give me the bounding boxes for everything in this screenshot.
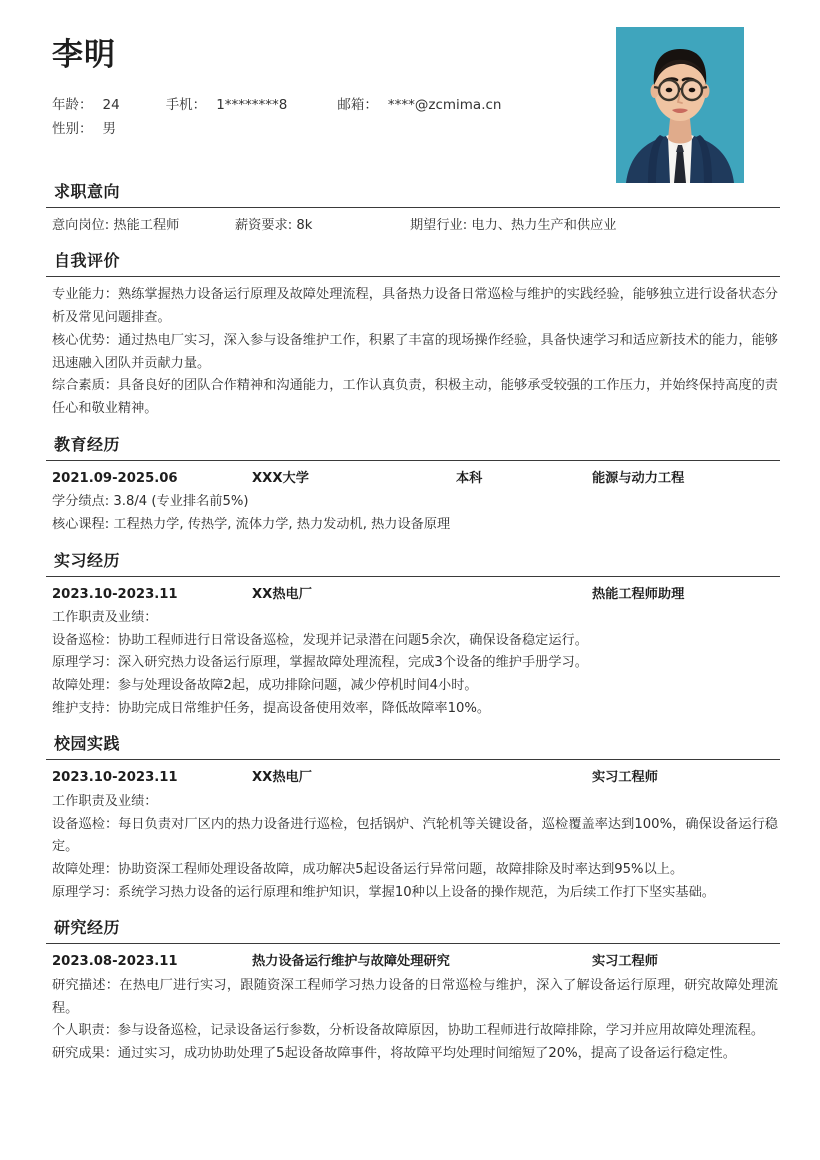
intended-position-value: 热能工程师 [113, 218, 180, 233]
section-campus-practice [40, 734, 780, 904]
education-school: XXX大学 [252, 470, 309, 486]
section-head [40, 182, 780, 202]
campus-practice-details [52, 791, 778, 905]
campus-practice-detail-line: 故障处理：协助资深工程师处理设备故障，成功解决5起设备运行异常问题，故障排除及时率达到95%以上。 [52, 862, 684, 877]
internship-details [52, 607, 778, 721]
salary-expectation [235, 215, 410, 237]
section-head [40, 918, 780, 938]
internship-detail-line: 故障处理：参与处理设备故障2起，成功排除问题，减少停机时间4小时。 [52, 678, 478, 694]
section-body [40, 944, 780, 1065]
section-education [40, 435, 780, 537]
section-self-evaluation [40, 251, 780, 420]
campus-practice-entry-header [52, 767, 778, 789]
self-evaluation-paragraph: 综合素质：具备良好的团队合作精神和沟通能力，工作认真负责，积极主动，能够承受较强的工作压力，并始终保持高度的责任心和敬业精神。 [52, 378, 778, 416]
page-title: 李明 [52, 37, 116, 73]
salary-expectation-value: 8k [296, 218, 313, 233]
portrait-photo-icon [616, 27, 744, 183]
self-evaluation-paragraph: 专业能力：熟练掌握热力设备运行原理及故障处理流程，具备热力设备日常巡检与维护的实践经验，能够独立进行设备状态分析及常见问题排查。 [52, 287, 778, 326]
section-body [40, 577, 780, 721]
intended-position-label: 意向岗位: [52, 218, 110, 233]
contact-email-label: 邮箱： [337, 97, 378, 114]
section-head [40, 251, 780, 271]
research-project: 热力设备运行维护与故障处理研究 [252, 954, 450, 970]
section-title-job-intention: 求职意向 [54, 182, 121, 201]
section-title-research: 研究经历 [54, 918, 121, 938]
internship-detail-line: 设备巡检：协助工程师进行日常设备巡检，发现并记录潜在问题5余次，确保设备稳定运行。 [52, 632, 588, 648]
education-major: 能源与动力工程 [592, 470, 685, 486]
contact-gender-label: 性别： [52, 121, 93, 138]
campus-practice-role: 实习工程师 [592, 770, 658, 786]
education-date: 2021.09-2025.06 [52, 470, 178, 486]
section-internship [40, 551, 780, 721]
research-detail-line: 研究成果：通过实习，成功协助处理了5起设备故障事件，将故障平均处理时间缩短了20%，提高了设备运行稳定性。 [52, 1045, 736, 1061]
expected-industry-label: 期望行业: [410, 218, 468, 233]
contact-age [52, 94, 120, 116]
section-body [40, 760, 780, 904]
research-date: 2023.08-2023.11 [52, 954, 178, 970]
internship-detail-line: 工作职责及业绩： [52, 609, 158, 625]
education-detail-line: 学分绩点: 3.8/4 (专业排名前5%) [52, 494, 249, 510]
internship-role: 热能工程师助理 [592, 586, 685, 602]
section-body [40, 277, 780, 420]
section-body [40, 461, 780, 537]
research-detail-line: 研究描述：在热电厂进行实习，跟随资深工程师学习热力设备的日常巡检与维护，深入了解设备运行原理，研究故障处理流程。 [52, 977, 778, 1016]
contact-phone-label: 手机： [165, 97, 207, 114]
campus-practice-detail-line: 原理学习：系统学习热力设备的运行原理和维护知识，掌握10种以上设备的操作规范，为后续工作打下坚实基础。 [52, 884, 715, 900]
research-detail-line: 个人职责：参与设备巡检，记录设备运行参数，分析设备故障原因，协助工程师进行故障排除，学习并应用故障处理流程。 [52, 1023, 765, 1039]
contact-phone [166, 94, 288, 116]
contact-phone-value: 1********8 [216, 97, 288, 114]
contact-email [337, 94, 501, 116]
contact-email-value: ****@zcmima.cn [387, 97, 502, 114]
education-entry-header [52, 468, 778, 490]
campus-practice-date: 2023.10-2023.11 [52, 770, 178, 786]
contact-gender-value: 男 [102, 121, 116, 138]
resume-header [40, 0, 780, 168]
contact-age-label: 年龄： [52, 97, 93, 114]
section-title-internship: 实习经历 [54, 550, 121, 570]
section-title-education: 教育经历 [54, 434, 121, 454]
section-title-self-evaluation: 自我评价 [54, 251, 121, 271]
section-head [40, 734, 780, 754]
job-intention-row [52, 215, 778, 237]
section-head [40, 435, 780, 455]
education-details [52, 491, 778, 536]
research-role: 实习工程师 [592, 954, 658, 970]
expected-industry [410, 215, 778, 237]
campus-practice-detail-line: 工作职责及业绩： [52, 793, 158, 809]
section-head [40, 551, 780, 571]
self-evaluation-paragraph: 核心优势：通过热电厂实习，深入参与设备维护工作，积累了丰富的现场操作经验，具备快速学习和适应新技术的能力，能够迅速融入团队并贡献力量。 [52, 332, 778, 371]
section-job-intention [40, 182, 780, 237]
internship-detail-line: 维护支持：协助完成日常维护任务，提高设备使用效率，降低故障率10%。 [52, 700, 491, 716]
section-title-campus-practice: 校园实践 [54, 734, 121, 754]
research-details [52, 975, 778, 1066]
internship-company: XX热电厂 [252, 586, 312, 602]
internship-detail-line: 原理学习：深入研究热力设备运行原理，掌握故障处理流程，完成3个设备的维护手册学习。 [52, 655, 588, 671]
expected-industry-value: 电力、热力生产和供应业 [471, 218, 617, 233]
avatar [616, 27, 744, 183]
education-detail-line: 核心课程: 工程热力学, 传热学, 流体力学, 热力发动机, 热力设备原理 [52, 516, 451, 532]
contact-gender [52, 118, 116, 140]
campus-practice-company: XX热电厂 [252, 770, 312, 786]
internship-date: 2023.10-2023.11 [52, 586, 178, 602]
section-research [40, 918, 780, 1065]
intended-position [52, 215, 235, 237]
campus-practice-detail-line: 设备巡检：每日负责对厂区内的热力设备进行巡检，包括锅炉、汽轮机等关键设备，巡检覆盖率达到100%，确保设备运行稳定。 [52, 816, 778, 855]
contact-age-value: 24 [102, 97, 120, 114]
salary-expectation-label: 薪资要求: [235, 218, 293, 233]
education-degree: 本科 [456, 470, 483, 486]
research-entry-header [52, 951, 778, 973]
section-body [40, 208, 780, 237]
internship-entry-header [52, 584, 778, 606]
